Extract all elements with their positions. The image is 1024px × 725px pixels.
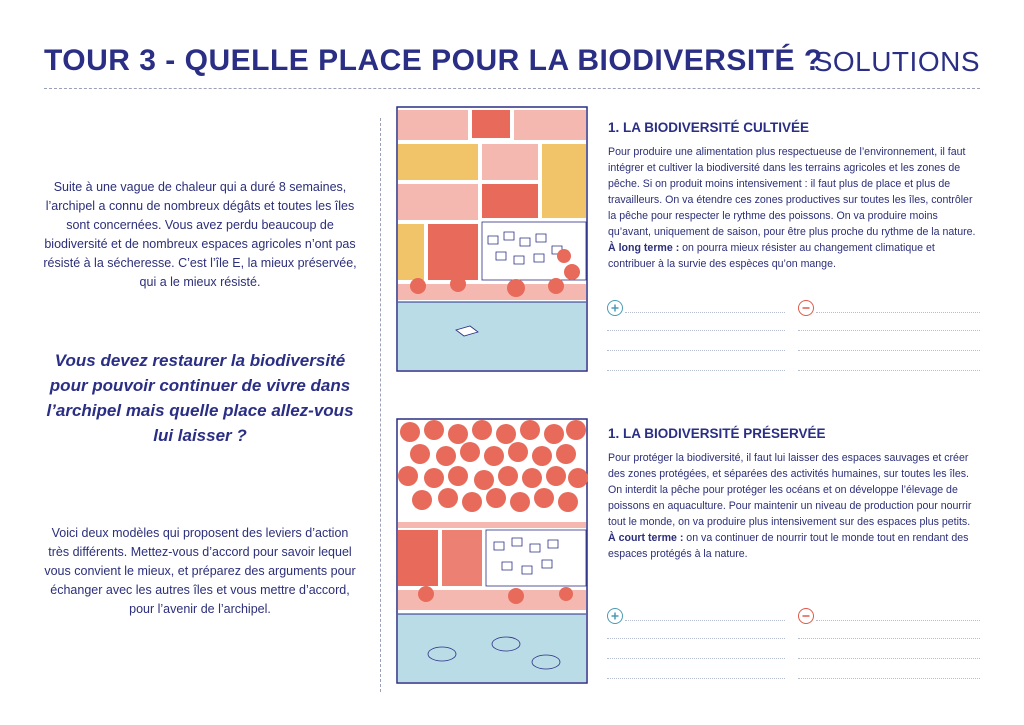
intro-text: Suite à une vague de chaleur qui a duré 8 semaines, l’archipel a connu de nombreux dégâts et toutes les îles sont concernées. Vous avez perdu beaucoup de biodiversité et de nombreux espaces agricoles n’ont pas résisté à la sécheresse. C’est l’île E, la mieux préservée, qui a le mieux résisté. [43,180,357,289]
plus-icon [607,608,623,624]
page-title: TOUR 3 - QUELLE PLACE POUR LA BIODIVERSITÉ ? [44,44,823,77]
section-2-body-text: Pour protéger la biodiversité, il faut lui laisser des espaces sauvages et créer des zones protégées, et séparées des activités humaines, sur toutes les îles. On interdit la pêche pour protéger les océans et on développe l’élevage de poissons en aquaculture. Pour maintenir un niveau de production pour nourrir tout le monde, on va produire plus intensivement sur des espaces plus petits. [608,452,972,528]
section-1-body-text: Pour produire une alimentation plus respectueuse de l’environnement, il faut intégrer et cultiver la biodiversité dans les terrains agricoles et les zones de pêche. Si on produit moins intensivement : il faut plus de place et plus de travailleurs. On va étendre ces zones productives sur toutes les îles, contrôler la pêche pour respecter le rythme des poissons. On va produire moins qu’avant, uniquement de saison, pour être plus proche du rythme de la nature. [608,146,976,238]
section-2-term-label: À court terme : [608,532,684,544]
pros-line[interactable] [607,678,785,679]
question-text: Vous devez restaurer la biodiversité pour pouvoir continuer de vivre dans l’archipel mais quelle place allez-vous lui laisser ? [46,351,354,445]
cons-line[interactable] [798,370,980,371]
section-2-term-text: on va continuer de nourrir tout le monde tout en rendant des espaces protégés à la nature. [608,532,969,560]
section-1-title: 1. LA BIODIVERSITÉ CULTIVÉE [608,120,810,135]
cons-line[interactable] [798,658,980,659]
pros-line[interactable] [607,350,785,351]
section-1-body [608,144,980,272]
plus-icon [607,300,623,316]
section-2-title: 1. LA BIODIVERSITÉ PRÉSERVÉE [608,426,826,441]
cons-line[interactable] [798,330,980,331]
pros-line[interactable] [607,370,785,371]
cons-line[interactable] [798,678,980,679]
cons-line[interactable] [798,638,980,639]
section-label: SOLUTIONS [813,46,980,77]
section-1-term-text: on pourra mieux résister au changement climatique et contribuer à la survie des espèces qu’on mange. [608,242,935,270]
section-2-body [608,450,980,562]
pros-line[interactable] [625,312,785,313]
pros-line[interactable] [607,658,785,659]
minus-icon [798,300,814,316]
section-1-term-label: À long terme : [608,242,680,254]
minus-icon [798,608,814,624]
island-cultivated-illustration [396,106,588,372]
island-preserved-illustration [396,418,588,684]
column-divider [380,118,381,692]
outro-text: Voici deux modèles qui proposent des leviers d’action très différents. Mettez-vous d’accord pour savoir lequel vous convient le mieux, et préparez des arguments pour échanger avec les autres îles et vous mettre d’accord, pour l’avenir de l’archipel. [44,526,356,616]
pros-line[interactable] [625,620,785,621]
pros-line[interactable] [607,638,785,639]
cons-line[interactable] [816,620,980,621]
pros-line[interactable] [607,330,785,331]
cons-line[interactable] [798,350,980,351]
cons-line[interactable] [816,312,980,313]
header-divider [44,88,980,89]
